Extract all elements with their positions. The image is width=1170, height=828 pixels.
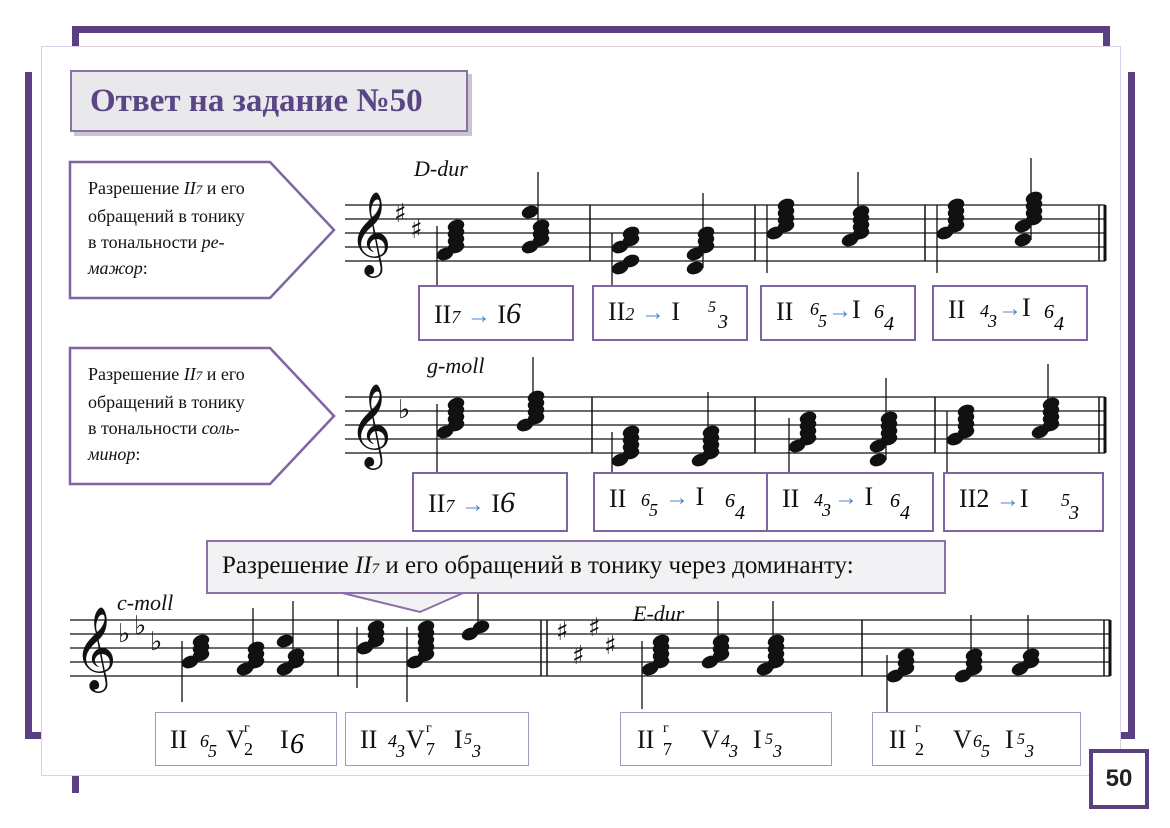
chord-label-box: II 4 3 V г 7 I 5 3 (345, 712, 529, 766)
accidental: ♯ (410, 215, 423, 245)
accidental: ♭ (398, 395, 411, 425)
banner-text: Разрешение II7 и его обращений в тонику через доминанту: (222, 552, 854, 579)
chord-label-box: II 4 3 →I 6 4 (932, 285, 1088, 341)
treble-clef: 𝄞 (349, 382, 392, 466)
note-head (869, 452, 888, 468)
note-head (1014, 232, 1033, 248)
chord-label-box: II2 →I 5 3 (943, 472, 1104, 532)
treble-clef: 𝄞 (74, 605, 117, 689)
accidental: ♭ (118, 619, 131, 649)
callout-text-row2: Разрешение II7 и его обращений в тонику в тональности соль- минор: (88, 364, 245, 464)
chord-label-box: II7 → I6 (412, 472, 568, 532)
chord-label-box: II г 2 V 6 5 I 5 3 (872, 712, 1081, 766)
accidental: ♯ (394, 199, 407, 229)
treble-clef: 𝄞 (349, 190, 392, 274)
key-label-row2: g-moll (427, 353, 485, 378)
chord-label-box: II г 7 V 4 3 I 5 3 (620, 712, 832, 766)
note-head (521, 204, 540, 220)
chord-label-box: II 4 3 → I 6 4 (766, 472, 934, 532)
accidental: ♯ (556, 617, 569, 647)
chord-label-box: II 6 5 V г 2 I 6 (155, 712, 337, 766)
accidental: ♯ (572, 641, 585, 671)
page-title: Ответ на задание №50 (90, 83, 423, 119)
accidental: ♯ (604, 631, 617, 661)
chord-label-box: II 6 5 →I 6 4 (760, 285, 916, 341)
accidental: ♯ (588, 613, 601, 643)
section-banner (206, 540, 946, 594)
chord-label-box: II 6 5 → I 6 4 (593, 472, 781, 532)
accidental: ♭ (150, 627, 163, 657)
key-label-row1: D-dur (414, 156, 468, 181)
chord-label-box: II7 → I6 (418, 285, 574, 341)
callout-text-row1: Разрешение II7 и его обращений в тонику в тональности ре- мажор: (88, 178, 245, 278)
page-number: 50 (1089, 749, 1149, 809)
key-label-row3-right: E-dur (633, 601, 685, 626)
note-head (276, 633, 295, 649)
key-label-row3-left: c-moll (117, 590, 174, 615)
note-head (686, 260, 705, 276)
accidental: ♭ (134, 611, 147, 641)
chord-label-box: II2 → I 5 3 (592, 285, 748, 341)
